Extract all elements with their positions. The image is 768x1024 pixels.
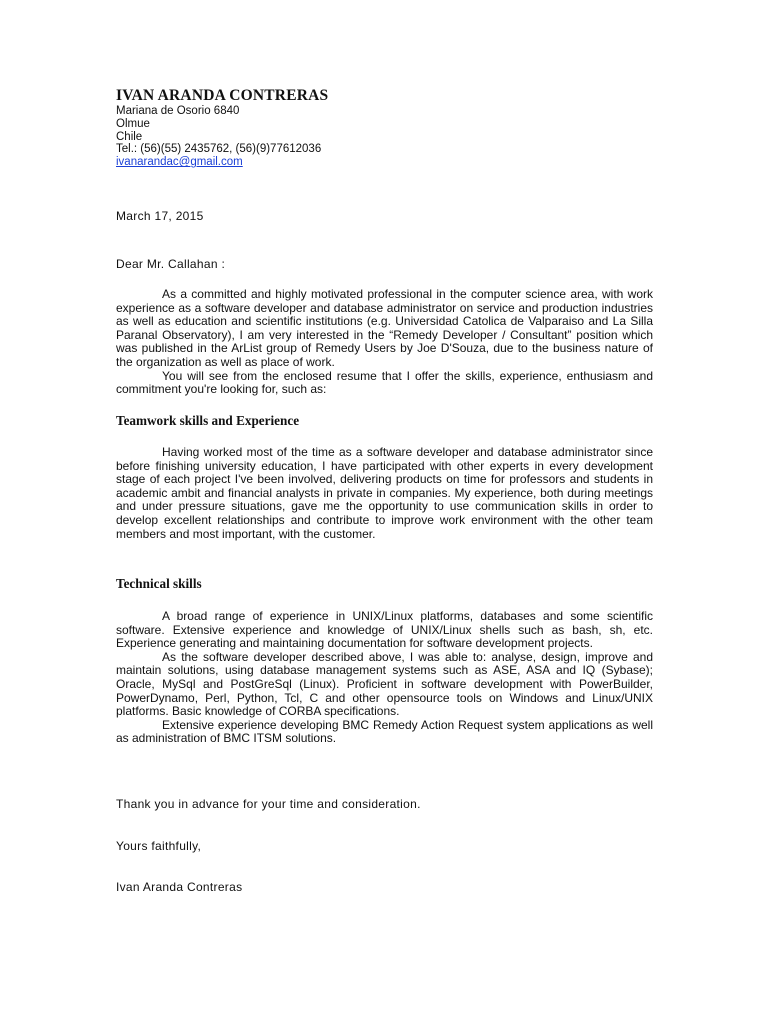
sender-header [116, 87, 676, 169]
salutation: Dear Mr. Callahan : [116, 257, 226, 271]
sender-country: Chile [116, 130, 143, 143]
teamwork-section [116, 446, 653, 541]
intro-paragraph-1: As a committed and highly motivated professional in the computer science area, with work experience as a software developer and database administrator on service and production industries as well as education and scientific institutions (e.g. Universidad Catolica de Valparaiso and La Silla Paranal Observatory), I am very interested in the “Remedy Developer / Consultant” position which was published in the ArList group of Remedy Users by Joe D'Souza, due to the business nature of the organization as well as place of work. [116, 287, 653, 369]
closing-signature: Ivan Aranda Contreras [116, 880, 243, 894]
sender-email-link[interactable]: ivanarandac@gmail.com [116, 156, 243, 169]
sender-name: IVAN ARANDA CONTRERAS [116, 87, 329, 104]
teamwork-heading: Teamwork skills and Experience [116, 413, 300, 428]
closing-thanks: Thank you in advance for your time and consideration. [116, 797, 421, 811]
technical-paragraph-3: Extensive experience developing BMC Remedy Action Request system applications as well as administration of BMC ITSM solutions. [116, 717, 653, 746]
teamwork-paragraph-1: Having worked most of the time as a software developer and database administrator since before finishing university education, I have participated with other experts in every development stage of each project I've been involved, delivering products on time for professors and students in academic ambit and financial analysts in private in companies. My experience, both during meetings and under pressure situations, gave me the opportunity to use communication skills in order to develop excellent relationships and contribute to improve work environment with the other team members and most important, with the customer. [116, 445, 653, 541]
technical-paragraph-2: As the software developer described above, I was able to: analyse, design, improve and maintain solutions, using database management systems such as ASE, ASA and IQ (Sybase); Oracle, MySql and PostGreSql (Linux). Proficient in software development with PowerBuilder, PowerDynamo, Perl, Python, Tcl, C and other opensource tools on Windows and Linux/UNIX platforms. Basic knowledge of CORBA specifications. [116, 649, 653, 719]
technical-paragraph-1: A broad range of experience in UNIX/Linux platforms, databases and some scientific software. Extensive experience and knowledge of UNIX/Linux shells such as bash, sh, etc. Experience generating and maintaining documentation for software development projects. [116, 609, 653, 651]
intro-section [116, 288, 653, 397]
sender-city: Olmue [116, 117, 150, 130]
letter-date: March 17, 2015 [116, 209, 204, 223]
intro-paragraph-2: You will see from the enclosed resume that I offer the skills, experience, enthusiasm and commitment you're looking for, such as: [116, 368, 653, 397]
technical-heading: Technical skills [116, 576, 202, 591]
sender-street: Mariana de Osorio 6840 [116, 105, 240, 117]
closing-valediction: Yours faithfully, [116, 839, 202, 853]
sender-email-line [116, 156, 676, 169]
sender-phone: Tel.: (56)(55) 2435762, (56)(9)77612036 [116, 143, 322, 156]
technical-section [116, 610, 653, 746]
